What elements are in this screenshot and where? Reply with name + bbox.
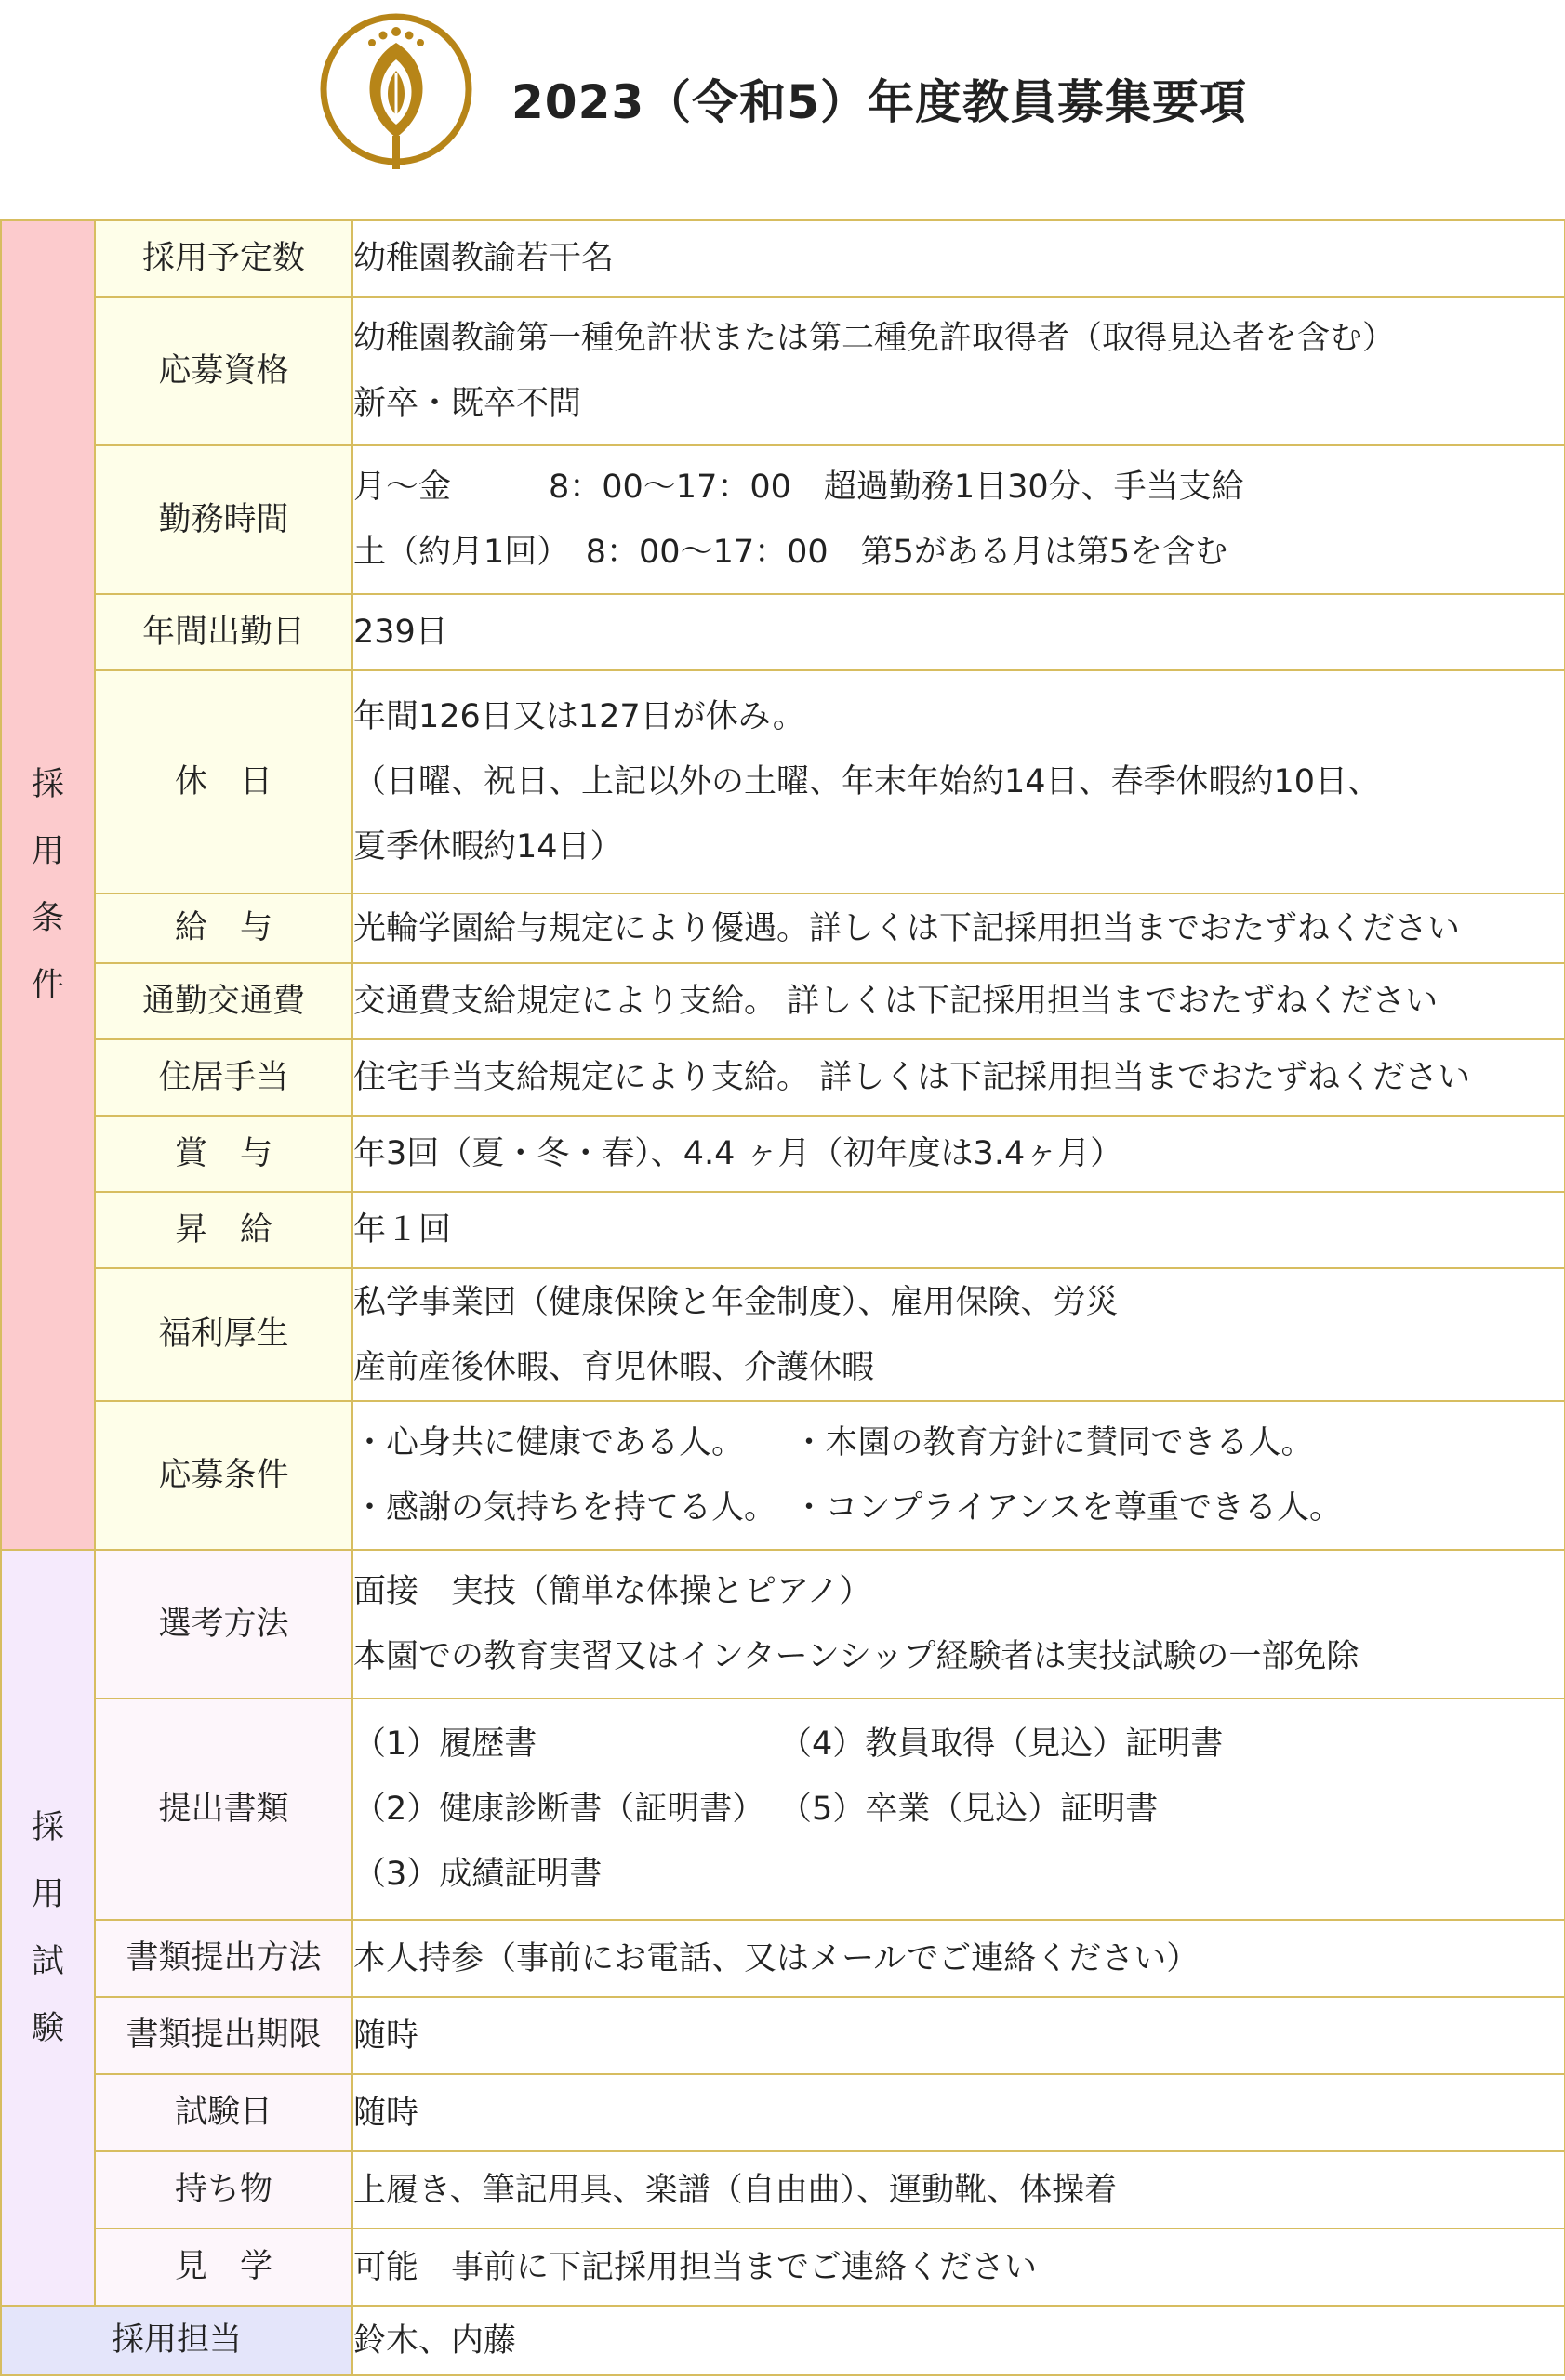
value-benefits: 私学事業団（健康保険と年金制度）、雇用保険、労災 産前産後休暇、育児休暇、介護休暇 xyxy=(352,1268,1565,1401)
value-selection-method: 面接 実技（簡単な体操とピアノ） 本園での教育実習又はインターンシップ経験者は実技試験の一部免除 xyxy=(352,1550,1565,1699)
label-submission-method: 書類提出方法 xyxy=(95,1920,352,1997)
documents-row: （1）履歴書 （4）教員取得（見込）証明書 xyxy=(353,1726,1224,1763)
value-required-documents xyxy=(352,1699,1565,1920)
value-qualifications: 幼稚園教諭第一種免許状または第二種免許取得者（取得見込者を含む） 新卒・既卒不問 xyxy=(352,297,1565,445)
school-logo xyxy=(318,6,474,173)
value-raise: 年１回 xyxy=(352,1192,1565,1268)
documents-row: （2）健康診断書（証明書） （5）卒業（見込）証明書 xyxy=(353,1791,1159,1828)
value-holidays: 年間126日又は127日が休み。 （日曜、祝日、上記以外の土曜、年末年始約14日、春季休暇約10日、 夏季休暇約14日） xyxy=(352,670,1565,893)
label-bonus: 賞 与 xyxy=(95,1116,352,1192)
label-raise: 昇 給 xyxy=(95,1192,352,1268)
label-planned-hires: 採用予定数 xyxy=(95,220,352,297)
page-title: 2023（令和5）年度教員募集要項 xyxy=(511,75,1247,129)
value-belongings: 上履き、筆記用具、楽譜（自由曲）、運動靴、体操着 xyxy=(352,2151,1565,2228)
recruitment-table xyxy=(0,219,1565,2376)
section-header-exam: 採 用 試 験 xyxy=(1,1550,95,2306)
label-selection-method: 選考方法 xyxy=(95,1550,352,1699)
value-working-hours: 月～金 8：00～17：00 超過勤務1日30分、手当支給 土（約月1回） 8：00～17：00 第5がある月は第5を含む xyxy=(352,445,1565,594)
label-visit: 見 学 xyxy=(95,2228,352,2306)
label-housing-allowance: 住居手当 xyxy=(95,1039,352,1116)
label-submission-deadline: 書類提出期限 xyxy=(95,1997,352,2074)
value-application-conditions: ・心身共に健康である人。 ・本園の教育方針に賛同できる人。 ・感謝の気持ちを持てる人。 ・コンプライアンスを尊重できる人。 xyxy=(352,1401,1565,1550)
label-recruitment-contact: 採用担当 xyxy=(1,2306,352,2375)
label-annual-workdays: 年間出勤日 xyxy=(95,594,352,670)
value-exam-date: 随時 xyxy=(352,2074,1565,2151)
documents-row: （3）成績証明書 xyxy=(353,1856,603,1893)
value-planned-hires: 幼稚園教諭若干名 xyxy=(352,220,1565,297)
value-salary: 光輪学園給与規定により優遇。詳しくは下記採用担当までおたずねください xyxy=(352,893,1565,963)
header xyxy=(0,0,1565,219)
value-commuting-allowance: 交通費支給規定により支給。 詳しくは下記採用担当までおたずねください xyxy=(352,963,1565,1039)
label-working-hours: 勤務時間 xyxy=(95,445,352,594)
label-qualifications: 応募資格 xyxy=(95,297,352,445)
label-exam-date: 試験日 xyxy=(95,2074,352,2151)
label-application-conditions: 応募条件 xyxy=(95,1401,352,1550)
value-bonus: 年3回（夏・冬・春）、4.4 ヶ月（初年度は3.4ヶ月） xyxy=(352,1116,1565,1192)
value-submission-deadline: 随時 xyxy=(352,1997,1565,2074)
value-housing-allowance: 住宅手当支給規定により支給。 詳しくは下記採用担当までおたずねください xyxy=(352,1039,1565,1116)
label-commuting-allowance: 通勤交通費 xyxy=(95,963,352,1039)
label-salary: 給 与 xyxy=(95,893,352,963)
value-visit: 可能 事前に下記採用担当までご連絡ください xyxy=(352,2228,1565,2306)
label-benefits: 福利厚生 xyxy=(95,1268,352,1401)
value-recruitment-contact: 鈴木、内藤 xyxy=(352,2306,1565,2375)
label-holidays: 休 日 xyxy=(95,670,352,893)
label-required-documents: 提出書類 xyxy=(95,1699,352,1920)
section-header-conditions: 採 用 条 件 xyxy=(1,220,95,1550)
value-submission-method: 本人持参（事前にお電話、又はメールでご連絡ください） xyxy=(352,1920,1565,1997)
value-annual-workdays: 239日 xyxy=(352,594,1565,670)
label-belongings: 持ち物 xyxy=(95,2151,352,2228)
